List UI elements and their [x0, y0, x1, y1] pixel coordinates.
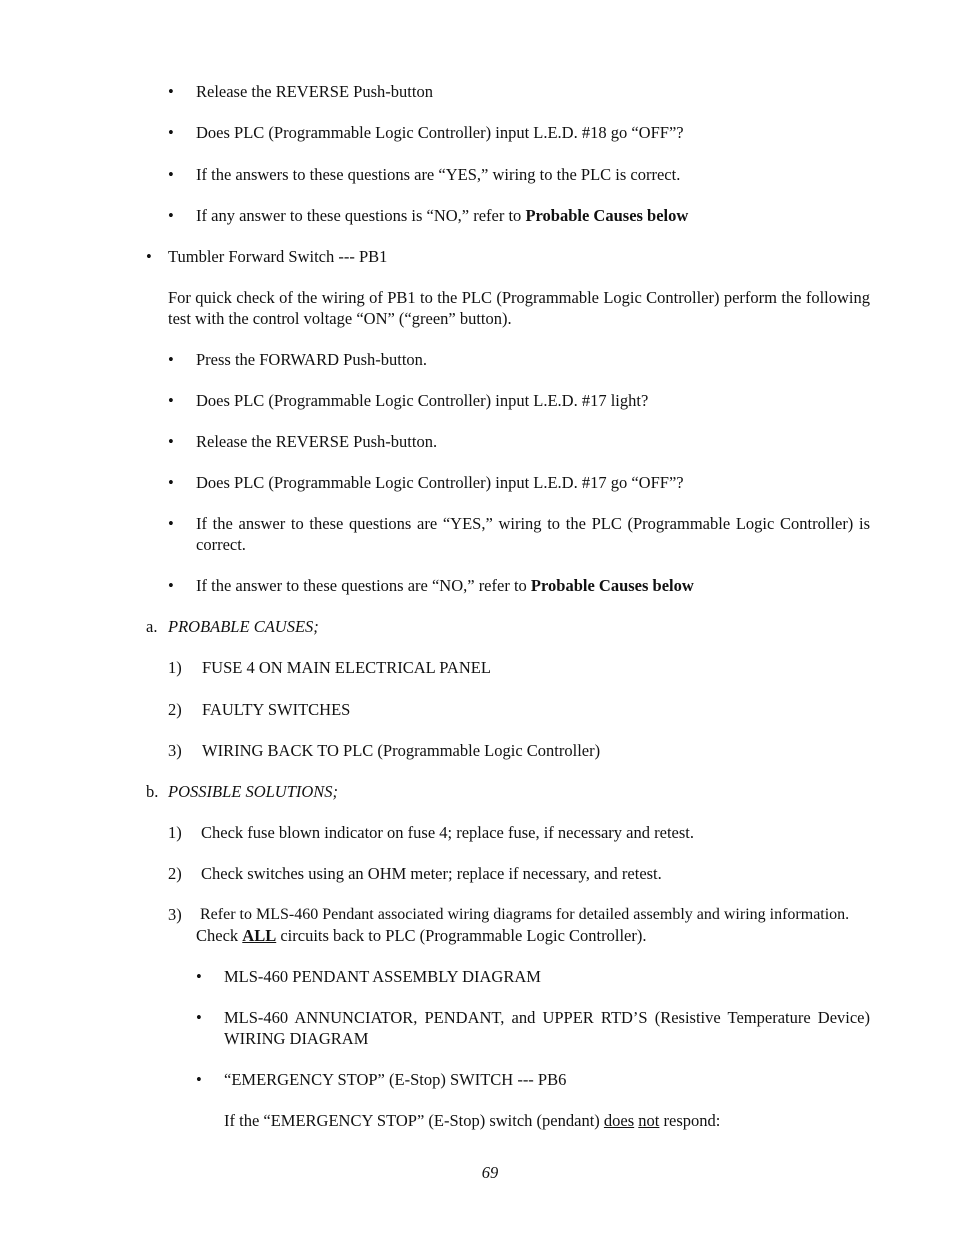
step-answer-yes-2: If the answer to these questions are “YES,” wiring to the PLC (Programmable Logic Controller) is correct. — [196, 514, 870, 554]
bullet-marker: • — [168, 165, 174, 184]
section-marker-b: b. — [146, 782, 159, 801]
step-led18-off: Does PLC (Programmable Logic Controller) input L.E.D. #18 go “OFF”? — [196, 123, 684, 142]
solution-item-check-all — [196, 925, 646, 946]
check-text: Check — [196, 926, 243, 945]
bullet-marker: • — [196, 1008, 202, 1027]
bullet-marker: • — [168, 514, 174, 533]
pb1-heading: Tumbler Forward Switch --- PB1 — [168, 247, 388, 266]
all-emphasis: ALL — [242, 926, 277, 945]
pb1-description: For quick check of the wiring of PB1 to the PLC (Programmable Logic Controller) perform the following test with the control voltage “ON” (“green” button). — [168, 288, 870, 328]
bullet-marker: • — [168, 473, 174, 492]
possible-solutions-heading: POSSIBLE SOLUTIONS; — [168, 782, 339, 801]
step-led17-light: Does PLC (Programmable Logic Controller) input L.E.D. #17 light? — [196, 391, 649, 410]
bullet-marker: • — [196, 1070, 202, 1089]
list-number: 2) — [168, 700, 182, 719]
bullet-marker: • — [196, 967, 202, 986]
solution-item-refer: Refer to MLS-460 Pendant associated wiring diagrams for detailed assembly and wiring information. — [200, 906, 850, 923]
list-number: 3) — [168, 741, 182, 760]
step-release-reverse-2: Release the REVERSE Push-button. — [196, 432, 438, 451]
estop-switch-heading: “EMERGENCY STOP” (E-Stop) SWITCH --- PB6 — [224, 1070, 567, 1089]
list-number: 2) — [168, 864, 182, 883]
estop-text: If the “EMERGENCY STOP” (E-Stop) switch (pendant) — [224, 1111, 604, 1130]
bullet-marker: • — [168, 576, 174, 595]
step-press-forward: Press the FORWARD Push-button. — [196, 350, 428, 369]
bullet-marker: • — [168, 391, 174, 410]
step-answer-no-2-text: If the answer to these questions are “NO,” refer to — [196, 576, 531, 595]
probable-causes-ref: Probable Causes below — [530, 576, 694, 595]
diagram-annunciator-wiring: MLS-460 ANNUNCIATOR, PENDANT, and UPPER RTD’S (Resistive Temperature Device) WIRING DIAGRAM — [224, 1008, 870, 1048]
step-led17-off: Does PLC (Programmable Logic Controller) input L.E.D. #17 go “OFF”? — [196, 473, 684, 492]
check-text-rest: circuits back to PLC (Programmable Logic Controller). — [276, 926, 647, 945]
cause-item: FAULTY SWITCHES — [202, 700, 351, 719]
estop-condition — [224, 1110, 720, 1131]
bullet-marker: • — [168, 206, 174, 225]
list-number: 1) — [168, 658, 182, 677]
estop-text-rest: respond: — [659, 1111, 721, 1130]
step-answers-no — [196, 205, 688, 226]
page-number: 69 — [481, 1163, 499, 1182]
step-answers-yes: If the answers to these questions are “YES,” wiring to the PLC is correct. — [196, 165, 681, 184]
bullet-marker: • — [168, 432, 174, 451]
cause-item: WIRING BACK TO PLC (Programmable Logic Controller) — [202, 741, 601, 760]
probable-causes-ref: Probable Causes below — [525, 206, 689, 225]
bullet-marker: • — [146, 247, 152, 266]
does-emphasis: does — [603, 1111, 635, 1130]
cause-item: FUSE 4 ON MAIN ELECTRICAL PANEL — [202, 658, 491, 677]
step-answer-no-2 — [196, 575, 694, 596]
solution-item: Check switches using an OHM meter; replace if necessary, and retest. — [201, 864, 662, 883]
probable-causes-heading: PROBABLE CAUSES; — [168, 617, 319, 636]
solution-item: Check fuse blown indicator on fuse 4; replace fuse, if necessary and retest. — [201, 823, 694, 842]
bullet-marker: • — [168, 350, 174, 369]
diagram-pendant-assembly: MLS-460 PENDANT ASSEMBLY DIAGRAM — [224, 967, 541, 986]
bullet-marker: • — [168, 82, 174, 101]
section-marker-a: a. — [146, 617, 158, 636]
step-answers-no-text: If any answer to these questions is “NO,” refer to — [196, 206, 526, 225]
step-release-reverse: Release the REVERSE Push-button — [196, 82, 433, 101]
list-number: 1) — [168, 823, 182, 842]
bullet-marker: • — [168, 123, 174, 142]
list-number: 3) — [168, 905, 182, 924]
not-emphasis: not — [638, 1111, 660, 1130]
